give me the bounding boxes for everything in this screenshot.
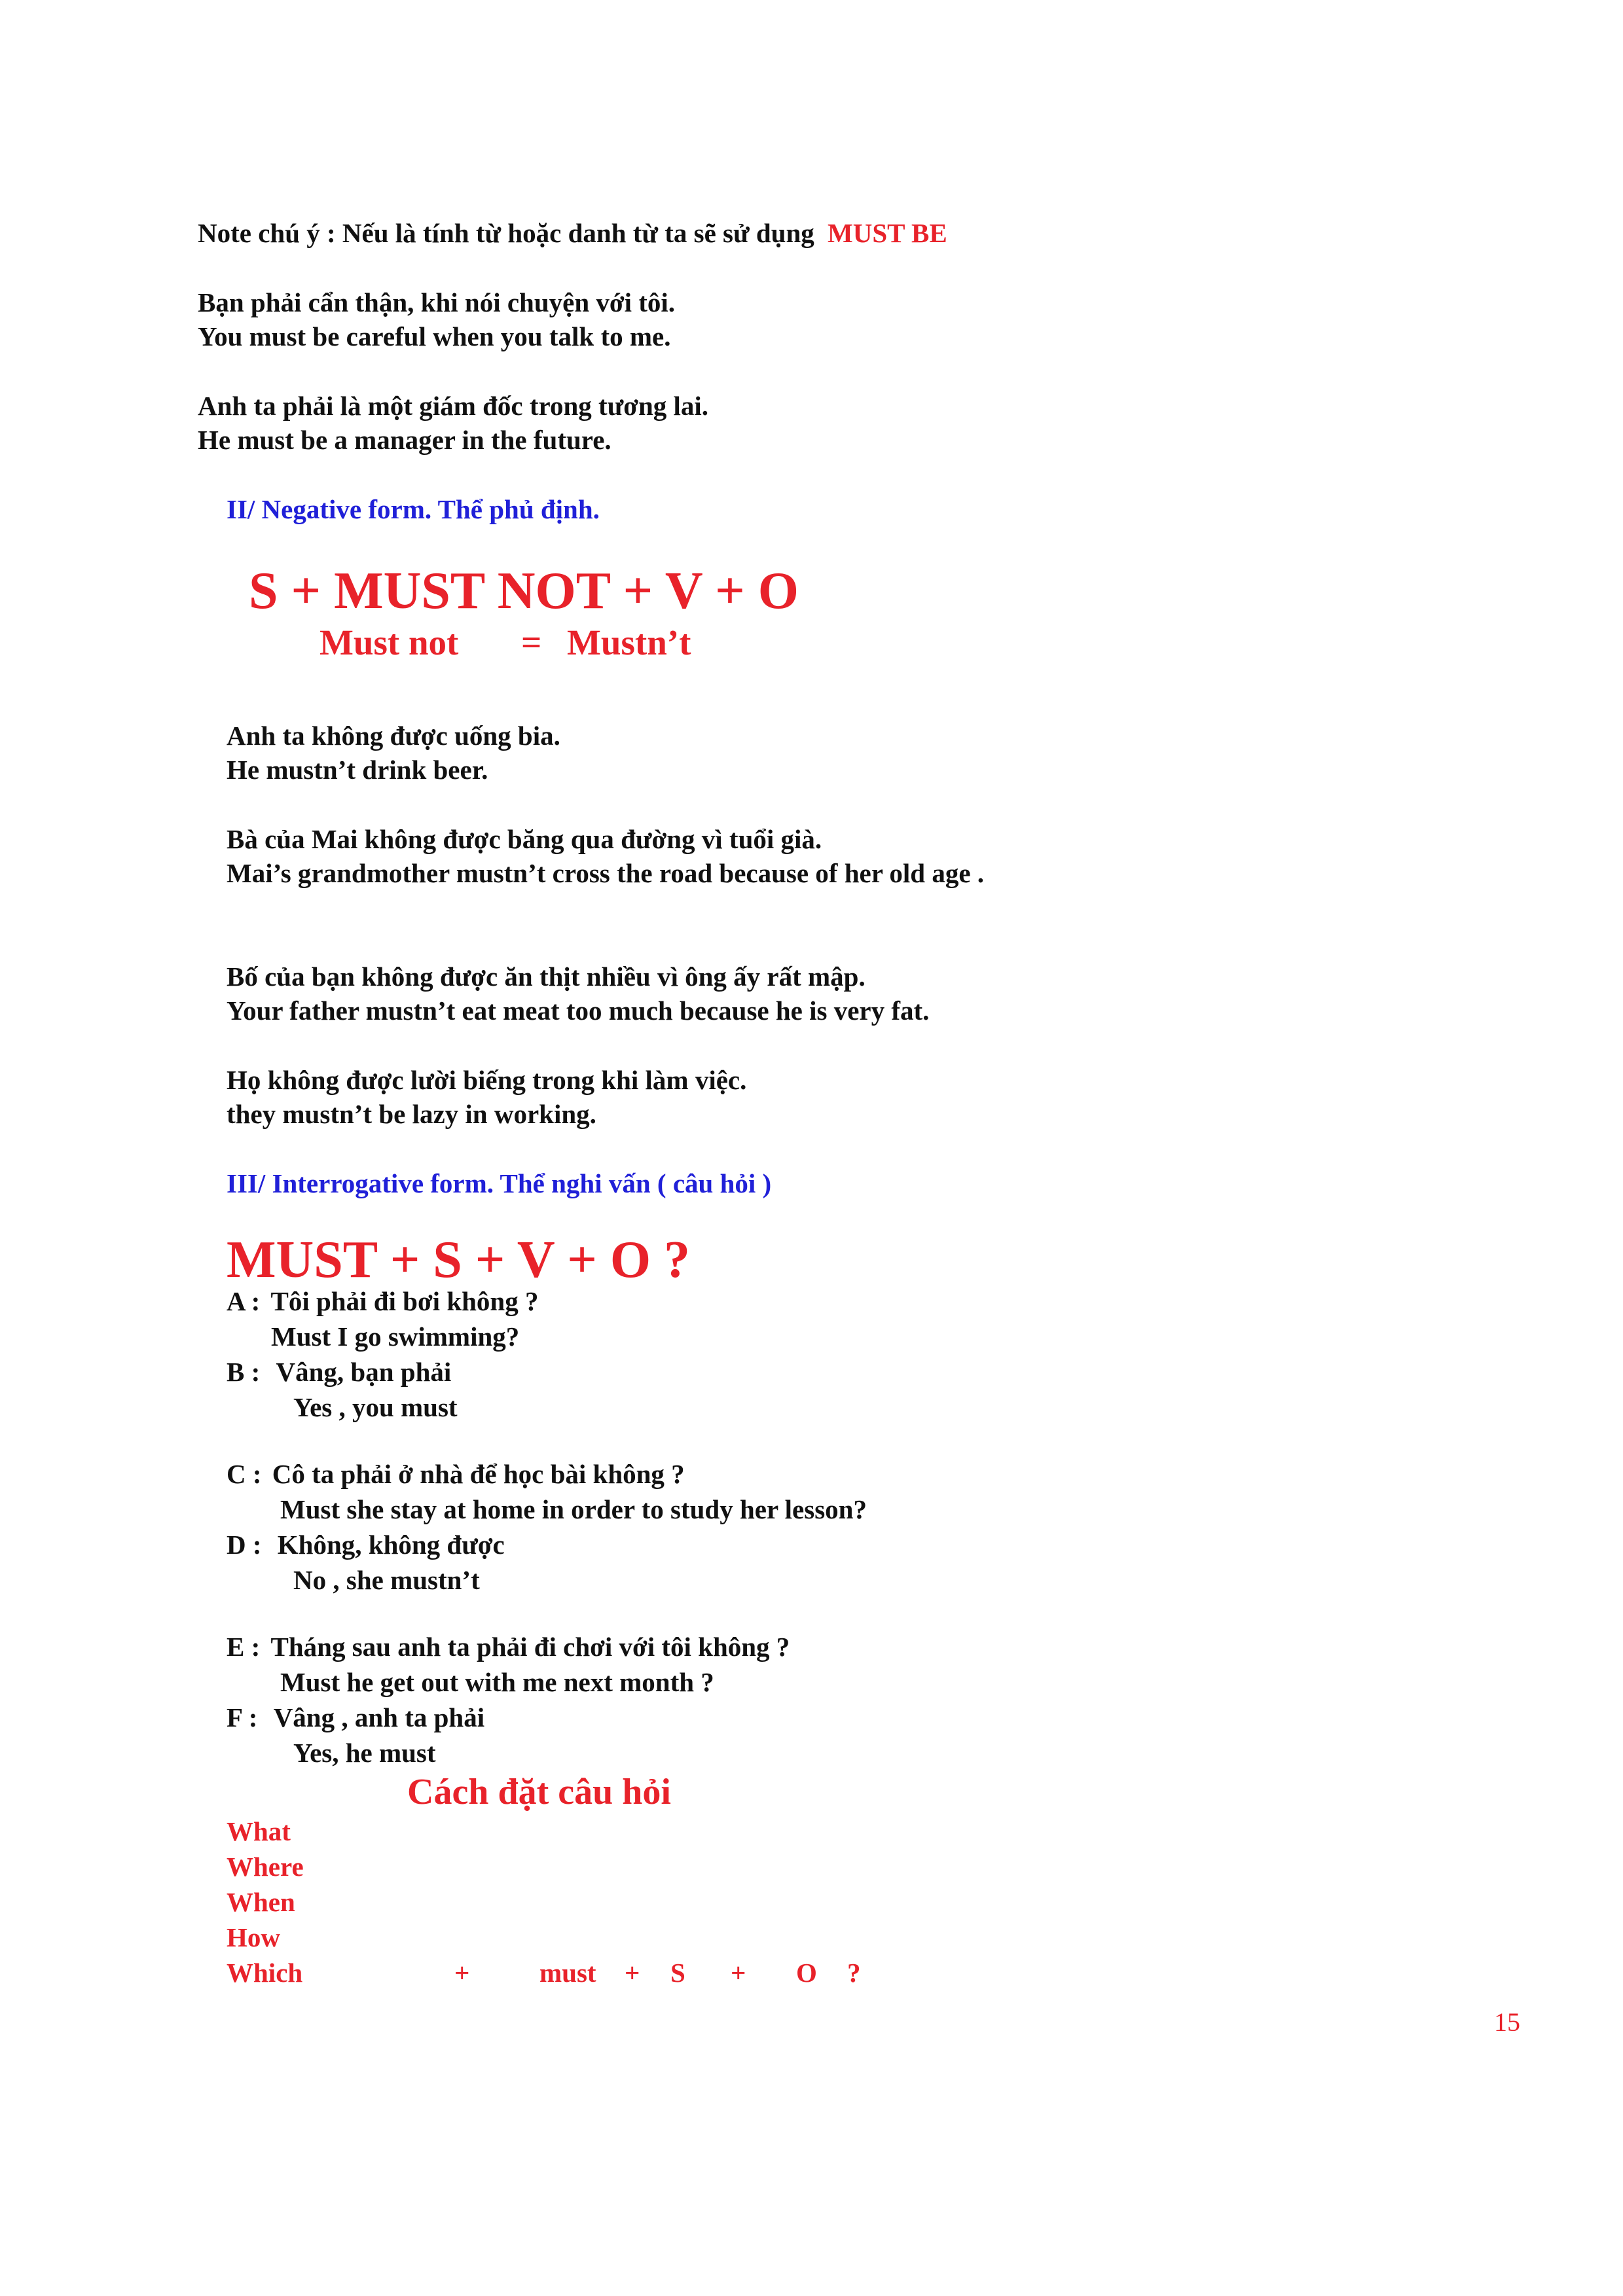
interrogative-heading: III/ Interrogative form. Thể nghi vấn ( câu hỏi ): [227, 1168, 772, 1198]
negative-formula: S + MUST NOT + V + O: [249, 562, 799, 620]
formula-question-mark: ?: [847, 1958, 861, 1988]
question-words-title: Cách đặt câu hỏi: [407, 1772, 671, 1812]
example-en: You must be careful when you talk to me.: [198, 321, 671, 351]
example-en: Your father mustn’t eat meat too much because he is very fat.: [227, 996, 930, 1026]
question-vi: Cô ta phải ở nhà để học bài không ?: [272, 1459, 685, 1489]
speaker-label: C :: [227, 1459, 262, 1489]
answer-en: Yes, he must: [293, 1738, 436, 1768]
example-en: they mustn’t be lazy in working.: [227, 1099, 596, 1129]
speaker-label: D :: [227, 1530, 262, 1560]
question-word: Where: [227, 1852, 304, 1882]
example-vi: Họ không được lười biếng trong khi làm việc.: [227, 1065, 747, 1095]
example-en: He must be a manager in the future.: [198, 425, 611, 455]
example-vi: Anh ta phải là một giám đốc trong tương lai.: [198, 391, 709, 421]
formula-plus: +: [454, 1958, 470, 1988]
dialogue-question: [227, 1457, 685, 1491]
contraction-equals: =: [521, 622, 542, 662]
answer-vi: Vâng , anh ta phải: [273, 1702, 485, 1732]
question-vi: Tôi phải đi bơi không ?: [270, 1286, 539, 1316]
speaker-label: A :: [227, 1286, 261, 1316]
dialogue-question: [227, 1630, 790, 1664]
example-vi: Bố của bạn không được ăn thịt nhiều vì ông ấy rất mập.: [227, 961, 866, 992]
note-line: [198, 216, 947, 250]
formula-subject: S: [670, 1958, 685, 1988]
formula-plus: +: [625, 1958, 640, 1988]
question-en: Must he get out with me next month ?: [280, 1667, 714, 1697]
example-vi: Bà của Mai không được băng qua đường vì tuổi già.: [227, 824, 822, 854]
dialogue-question: [227, 1284, 538, 1318]
example-vi: Anh ta không được uống bia.: [227, 721, 560, 751]
note-highlight: MUST BE: [828, 218, 947, 248]
question-word: How: [227, 1922, 280, 1952]
speaker-label: B :: [227, 1357, 261, 1387]
question-vi: Tháng sau anh ta phải đi chơi với tôi không ?: [270, 1632, 790, 1662]
answer-en: No , she mustn’t: [293, 1565, 480, 1595]
question-en: Must I go swimming?: [271, 1321, 520, 1352]
question-word: Which: [227, 1958, 303, 1988]
dialogue-answer: [227, 1355, 451, 1389]
speaker-label: F :: [227, 1702, 258, 1732]
formula-plus: +: [731, 1958, 746, 1988]
formula-must: must: [539, 1958, 596, 1988]
contraction-right: Mustn’t: [567, 622, 691, 662]
answer-vi: Không, không được: [277, 1530, 505, 1560]
page-number: 15: [1494, 2007, 1520, 2037]
contraction-left: Must not: [319, 622, 459, 662]
question-word: What: [227, 1816, 291, 1846]
example-vi: Bạn phải cẩn thận, khi nói chuyện với tôi.: [198, 287, 676, 317]
answer-vi: Vâng, bạn phải: [276, 1357, 452, 1387]
speaker-label: E :: [227, 1632, 261, 1662]
interrogative-formula: MUST + S + V + O ?: [227, 1231, 691, 1289]
answer-en: Yes , you must: [293, 1392, 458, 1422]
formula-object: O: [796, 1958, 817, 1988]
question-en: Must she stay at home in order to study her lesson?: [280, 1494, 867, 1524]
question-word: When: [227, 1887, 295, 1917]
note-text: Note chú ý : Nếu là tính từ hoặc danh từ ta sẽ sử dụng: [198, 218, 814, 248]
example-en: He mustn’t drink beer.: [227, 755, 488, 785]
dialogue-answer: [227, 1528, 505, 1562]
dialogue-answer: [227, 1700, 484, 1734]
example-en: Mai’s grandmother mustn’t cross the road because of her old age .: [227, 858, 985, 888]
negative-heading: II/ Negative form. Thể phủ định.: [227, 494, 600, 524]
